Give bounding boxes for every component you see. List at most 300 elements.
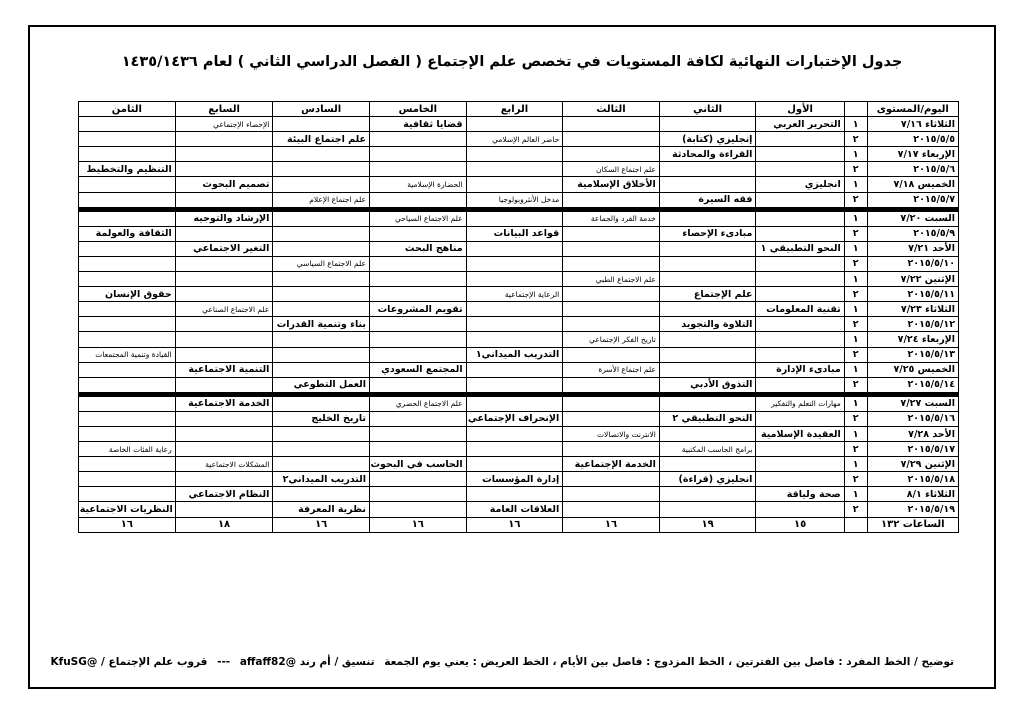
course-cell bbox=[563, 241, 660, 256]
course-cell bbox=[175, 272, 273, 287]
column-header: اليوم/المستوى bbox=[867, 102, 958, 117]
table-row bbox=[79, 332, 959, 347]
level-cell: ١ bbox=[844, 362, 867, 377]
table-row bbox=[79, 192, 959, 209]
course-cell bbox=[756, 442, 844, 457]
level-cell: ٢ bbox=[844, 377, 867, 394]
course-cell bbox=[79, 362, 176, 377]
column-header: الأول bbox=[756, 102, 844, 117]
course-cell bbox=[466, 394, 563, 411]
table-row bbox=[79, 426, 959, 441]
course-cell bbox=[563, 287, 660, 302]
course-cell bbox=[659, 177, 756, 192]
course-cell bbox=[273, 226, 370, 241]
totals-label: الساعات ١٣٢ bbox=[867, 517, 958, 532]
course-cell bbox=[659, 256, 756, 271]
course-cell: علم الإجتماع bbox=[659, 287, 756, 302]
level-cell: ٢ bbox=[844, 287, 867, 302]
course-cell bbox=[563, 394, 660, 411]
course-cell bbox=[273, 394, 370, 411]
course-cell bbox=[659, 272, 756, 287]
course-cell: الأخلاق الإسلامية bbox=[563, 177, 660, 192]
totals-value: ١٦ bbox=[79, 517, 176, 532]
level-cell: ١ bbox=[844, 332, 867, 347]
course-cell: التدريب الميداني١ bbox=[466, 347, 563, 362]
course-cell bbox=[79, 117, 176, 132]
course-cell bbox=[659, 457, 756, 472]
course-cell: النظام الاجتماعي bbox=[175, 487, 273, 502]
course-cell bbox=[273, 162, 370, 177]
course-cell bbox=[756, 377, 844, 394]
course-cell bbox=[273, 272, 370, 287]
course-cell bbox=[563, 472, 660, 487]
table-row bbox=[79, 287, 959, 302]
table-row bbox=[79, 256, 959, 271]
course-cell bbox=[273, 117, 370, 132]
course-cell: خدمة الفرد والجماعة bbox=[563, 209, 660, 226]
course-cell bbox=[466, 272, 563, 287]
totals-empty bbox=[844, 517, 867, 532]
course-cell: التحرير العربي bbox=[756, 117, 844, 132]
course-cell bbox=[756, 347, 844, 362]
day-cell: الأحد ٧/٢٨ bbox=[867, 426, 958, 441]
course-cell bbox=[659, 426, 756, 441]
course-cell bbox=[563, 147, 660, 162]
course-cell bbox=[175, 192, 273, 209]
course-cell bbox=[756, 226, 844, 241]
level-cell: ١ bbox=[844, 177, 867, 192]
course-cell bbox=[273, 302, 370, 317]
day-cell: السبت ٧/٢٧ bbox=[867, 394, 958, 411]
course-cell bbox=[370, 226, 467, 241]
course-cell bbox=[370, 411, 467, 426]
course-cell bbox=[79, 332, 176, 347]
course-cell bbox=[175, 287, 273, 302]
course-cell: الانترنت والاتصالات bbox=[563, 426, 660, 441]
course-cell bbox=[756, 287, 844, 302]
course-cell bbox=[563, 411, 660, 426]
day-cell: الإربعاء ٧/٢٤ bbox=[867, 332, 958, 347]
course-cell bbox=[563, 317, 660, 332]
table-row bbox=[79, 117, 959, 132]
course-cell bbox=[756, 162, 844, 177]
level-cell: ٢ bbox=[844, 317, 867, 332]
course-cell bbox=[370, 272, 467, 287]
course-cell bbox=[175, 426, 273, 441]
course-cell bbox=[466, 177, 563, 192]
totals-value: ١٦ bbox=[370, 517, 467, 532]
course-cell bbox=[466, 442, 563, 457]
course-cell bbox=[370, 377, 467, 394]
course-cell: الإحصاء الإجتماعي bbox=[175, 117, 273, 132]
course-cell: الثقافة والعولمة bbox=[79, 226, 176, 241]
course-cell bbox=[175, 226, 273, 241]
course-cell bbox=[659, 347, 756, 362]
course-cell: علم الاجتماع السياحي bbox=[370, 209, 467, 226]
course-cell bbox=[466, 209, 563, 226]
course-cell: إدارة المؤسسات bbox=[466, 472, 563, 487]
table-row bbox=[79, 362, 959, 377]
day-cell: ٢٠١٥/٥/١٢ bbox=[867, 317, 958, 332]
separator-text: --- bbox=[217, 656, 231, 668]
day-cell: الثلاثاء ٨/١ bbox=[867, 487, 958, 502]
course-cell bbox=[273, 347, 370, 362]
course-cell bbox=[659, 117, 756, 132]
totals-value: ١٨ bbox=[175, 517, 273, 532]
column-header: الرابع bbox=[466, 102, 563, 117]
course-cell bbox=[79, 132, 176, 147]
course-cell: الإنحراف الإجتماعي bbox=[466, 411, 563, 426]
course-cell bbox=[79, 192, 176, 209]
totals-value: ١٩ bbox=[659, 517, 756, 532]
table-row bbox=[79, 487, 959, 502]
table-row bbox=[79, 502, 959, 517]
level-cell: ١ bbox=[844, 394, 867, 411]
course-cell bbox=[563, 502, 660, 517]
level-cell: ١ bbox=[844, 426, 867, 441]
day-cell: الخميس ٧/٢٥ bbox=[867, 362, 958, 377]
course-cell bbox=[466, 256, 563, 271]
course-cell: القيادة وتنمية المجتمعات bbox=[79, 347, 176, 362]
footer-note bbox=[45, 656, 955, 668]
course-cell bbox=[175, 442, 273, 457]
course-cell bbox=[466, 317, 563, 332]
day-cell: الخميس ٧/١٨ bbox=[867, 177, 958, 192]
course-cell: انجليزي (قراءة) bbox=[659, 472, 756, 487]
table-row bbox=[79, 317, 959, 332]
course-cell bbox=[273, 332, 370, 347]
level-cell: ٢ bbox=[844, 411, 867, 426]
level-cell: ٢ bbox=[844, 192, 867, 209]
course-cell: علم اجتماع البيئة bbox=[273, 132, 370, 147]
course-cell bbox=[756, 272, 844, 287]
course-cell bbox=[370, 332, 467, 347]
course-cell bbox=[79, 457, 176, 472]
course-cell bbox=[659, 209, 756, 226]
level-cell: ٢ bbox=[844, 442, 867, 457]
exam-schedule-table bbox=[78, 101, 959, 533]
course-cell bbox=[175, 377, 273, 394]
day-cell: ٢٠١٥/٥/١٧ bbox=[867, 442, 958, 457]
table-row bbox=[79, 377, 959, 394]
course-cell: نظرية المعرفة bbox=[273, 502, 370, 517]
course-cell bbox=[370, 502, 467, 517]
course-cell bbox=[370, 442, 467, 457]
course-cell: الحاسب في البحوث bbox=[370, 457, 467, 472]
day-cell: ٢٠١٥/٥/٦ bbox=[867, 162, 958, 177]
course-cell: علم اجتماع الإعلام bbox=[273, 192, 370, 209]
totals-value: ١٦ bbox=[466, 517, 563, 532]
totals-value: ١٦ bbox=[563, 517, 660, 532]
course-cell bbox=[175, 132, 273, 147]
course-cell bbox=[659, 162, 756, 177]
course-cell: تقنية المعلومات bbox=[756, 302, 844, 317]
table-row bbox=[79, 394, 959, 411]
course-cell bbox=[175, 472, 273, 487]
course-cell: التغير الاجتماعي bbox=[175, 241, 273, 256]
course-cell bbox=[370, 317, 467, 332]
day-cell: ٢٠١٥/٥/١٨ bbox=[867, 472, 958, 487]
course-cell bbox=[563, 377, 660, 394]
course-cell: علم اجتماع الأسرة bbox=[563, 362, 660, 377]
course-cell bbox=[79, 241, 176, 256]
course-cell bbox=[756, 192, 844, 209]
course-cell bbox=[563, 302, 660, 317]
day-cell: ٢٠١٥/٥/١٤ bbox=[867, 377, 958, 394]
course-cell bbox=[659, 302, 756, 317]
level-cell: ١ bbox=[844, 209, 867, 226]
course-cell bbox=[466, 147, 563, 162]
course-cell bbox=[756, 411, 844, 426]
table-row bbox=[79, 472, 959, 487]
course-cell bbox=[466, 457, 563, 472]
course-cell bbox=[370, 287, 467, 302]
course-cell: برامج الحاسب المكتبية bbox=[659, 442, 756, 457]
course-cell bbox=[466, 241, 563, 256]
course-cell: الرعاية الإجتماعية bbox=[466, 287, 563, 302]
course-cell bbox=[273, 487, 370, 502]
course-cell bbox=[79, 377, 176, 394]
course-cell: العقيدة الإسلامية bbox=[756, 426, 844, 441]
level-cell: ٢ bbox=[844, 256, 867, 271]
course-cell bbox=[756, 256, 844, 271]
course-cell: التدريب الميداني٢ bbox=[273, 472, 370, 487]
course-cell bbox=[175, 147, 273, 162]
course-cell: مدخل الأنثروبولوجيا bbox=[466, 192, 563, 209]
course-cell: قواعد البيانات bbox=[466, 226, 563, 241]
column-header: السادس bbox=[273, 102, 370, 117]
level-cell: ٢ bbox=[844, 226, 867, 241]
course-cell: التلاوة والتجويد bbox=[659, 317, 756, 332]
course-cell bbox=[175, 411, 273, 426]
course-cell bbox=[273, 177, 370, 192]
course-cell bbox=[659, 394, 756, 411]
day-cell: السبت ٧/٢٠ bbox=[867, 209, 958, 226]
course-cell: مهارات التعلم والتفكير bbox=[756, 394, 844, 411]
course-cell bbox=[659, 502, 756, 517]
level-cell: ١ bbox=[844, 117, 867, 132]
course-cell: النحو التطبيقي ٢ bbox=[659, 411, 756, 426]
course-cell bbox=[273, 209, 370, 226]
course-cell: حاضر العالم الإسلامي bbox=[466, 132, 563, 147]
course-cell: فقه السيرة bbox=[659, 192, 756, 209]
course-cell: النظريات الاجتماعية bbox=[79, 502, 176, 517]
course-cell bbox=[370, 347, 467, 362]
course-cell: الحضارة الإسلامية bbox=[370, 177, 467, 192]
course-cell bbox=[370, 256, 467, 271]
course-cell: إنجليزي (كتابة) bbox=[659, 132, 756, 147]
course-cell bbox=[756, 132, 844, 147]
day-cell: الثلاثاء ٧/١٦ bbox=[867, 117, 958, 132]
course-cell: النحو التطبيقي ١ bbox=[756, 241, 844, 256]
course-cell: علم الاجتماع الطبي bbox=[563, 272, 660, 287]
course-cell bbox=[370, 426, 467, 441]
course-cell bbox=[756, 317, 844, 332]
course-cell bbox=[175, 256, 273, 271]
table-row bbox=[79, 442, 959, 457]
level-cell: ١ bbox=[844, 487, 867, 502]
course-cell: التنظيم والتخطيط bbox=[79, 162, 176, 177]
level-cell: ٢ bbox=[844, 347, 867, 362]
level-cell: ١ bbox=[844, 302, 867, 317]
course-cell: حقوق الإنسان bbox=[79, 287, 176, 302]
course-cell: تقويم المشروعات bbox=[370, 302, 467, 317]
course-cell: المشكلات الاجتماعية bbox=[175, 457, 273, 472]
course-cell: العمل التطوعي bbox=[273, 377, 370, 394]
course-cell: مبادىء الإدارة bbox=[756, 362, 844, 377]
course-cell bbox=[175, 347, 273, 362]
course-cell bbox=[563, 442, 660, 457]
day-cell: ٢٠١٥/٥/١٩ bbox=[867, 502, 958, 517]
course-cell bbox=[79, 411, 176, 426]
course-cell bbox=[563, 192, 660, 209]
course-cell bbox=[273, 442, 370, 457]
level-cell: ٢ bbox=[844, 472, 867, 487]
course-cell: قضايا ثقافية bbox=[370, 117, 467, 132]
course-cell bbox=[659, 332, 756, 347]
course-cell: تاريخ الفكر الإجتماعي bbox=[563, 332, 660, 347]
course-cell: تاريخ الخليج bbox=[273, 411, 370, 426]
column-header: الخامس bbox=[370, 102, 467, 117]
course-cell bbox=[370, 132, 467, 147]
day-cell: الأحد ٧/٢١ bbox=[867, 241, 958, 256]
course-cell bbox=[79, 272, 176, 287]
day-cell: ٢٠١٥/٥/١٠ bbox=[867, 256, 958, 271]
course-cell bbox=[563, 226, 660, 241]
course-cell bbox=[273, 147, 370, 162]
table-row bbox=[79, 302, 959, 317]
column-header bbox=[844, 102, 867, 117]
course-cell bbox=[563, 256, 660, 271]
course-cell: العلاقات العامة bbox=[466, 502, 563, 517]
coordination-text: تنسيق / أم رند @affaff82 bbox=[239, 656, 375, 668]
course-cell bbox=[273, 362, 370, 377]
course-cell: انجليزي bbox=[756, 177, 844, 192]
course-cell bbox=[79, 302, 176, 317]
course-cell bbox=[79, 394, 176, 411]
table-row bbox=[79, 457, 959, 472]
course-cell bbox=[466, 377, 563, 394]
level-cell: ٢ bbox=[844, 132, 867, 147]
day-cell: ٢٠١٥/٥/٧ bbox=[867, 192, 958, 209]
course-cell bbox=[756, 147, 844, 162]
course-cell bbox=[659, 487, 756, 502]
course-cell bbox=[273, 241, 370, 256]
course-cell bbox=[466, 117, 563, 132]
course-cell: علم الاجتماع الحضري bbox=[370, 394, 467, 411]
course-cell bbox=[273, 287, 370, 302]
level-cell: ٢ bbox=[844, 162, 867, 177]
course-cell: صحة ولياقة bbox=[756, 487, 844, 502]
column-header: السابع bbox=[175, 102, 273, 117]
table-row bbox=[79, 147, 959, 162]
course-cell: علم اجتماع السكان bbox=[563, 162, 660, 177]
course-cell bbox=[756, 332, 844, 347]
level-cell: ١ bbox=[844, 457, 867, 472]
level-cell: ١ bbox=[844, 272, 867, 287]
course-cell bbox=[273, 426, 370, 441]
course-cell bbox=[273, 457, 370, 472]
day-cell: ٢٠١٥/٥/٥ bbox=[867, 132, 958, 147]
totals-row bbox=[79, 517, 959, 532]
course-cell bbox=[563, 117, 660, 132]
table-row bbox=[79, 132, 959, 147]
day-cell: الإثنين ٧/٢٢ bbox=[867, 272, 958, 287]
totals-value: ١٥ bbox=[756, 517, 844, 532]
table-row bbox=[79, 162, 959, 177]
level-cell: ١ bbox=[844, 147, 867, 162]
course-cell bbox=[79, 147, 176, 162]
course-cell: علم الاجتماع الصناعي bbox=[175, 302, 273, 317]
course-cell bbox=[370, 487, 467, 502]
table-row bbox=[79, 272, 959, 287]
column-header: الثاني bbox=[659, 102, 756, 117]
course-cell bbox=[79, 426, 176, 441]
course-cell bbox=[175, 502, 273, 517]
course-cell: الخدمة الاجتماعية bbox=[175, 394, 273, 411]
table-row bbox=[79, 241, 959, 256]
course-cell: المجتمع السعودي bbox=[370, 362, 467, 377]
course-cell bbox=[79, 209, 176, 226]
course-cell bbox=[370, 147, 467, 162]
legend-text: توضيح / الخط المفرد : فاصل بين الفترتين ، الخط المزدوج : فاصل بين الأيام ، الخط العريض : يعني يوم الجمعة bbox=[384, 656, 954, 668]
day-cell: الثلاثاء ٧/٢٣ bbox=[867, 302, 958, 317]
course-cell bbox=[79, 472, 176, 487]
course-cell bbox=[466, 162, 563, 177]
course-cell: مناهج البحث bbox=[370, 241, 467, 256]
course-cell bbox=[79, 487, 176, 502]
course-cell bbox=[370, 472, 467, 487]
course-cell bbox=[756, 472, 844, 487]
level-cell: ١ bbox=[844, 241, 867, 256]
page-title: جدول الإختبارات النهائية لكافة المستويات في تخصص علم الإجتماع ( الفصل الدراسي الثاني ) لعام ١٤٣٥/١٤٣٦ bbox=[121, 54, 903, 70]
day-cell: الإربعاء ٧/١٧ bbox=[867, 147, 958, 162]
course-cell: التذوق الأدبي bbox=[659, 377, 756, 394]
table-row bbox=[79, 177, 959, 192]
course-cell: مبادىء الإحصاء bbox=[659, 226, 756, 241]
course-cell bbox=[175, 317, 273, 332]
course-cell bbox=[466, 302, 563, 317]
course-cell bbox=[370, 192, 467, 209]
day-cell: ٢٠١٥/٥/١١ bbox=[867, 287, 958, 302]
header-row bbox=[79, 102, 959, 117]
course-cell: علم الاجتماع السياسي bbox=[273, 256, 370, 271]
course-cell: الخدمة الإجتماعية bbox=[563, 457, 660, 472]
course-cell: القراءة والمحادثة bbox=[659, 147, 756, 162]
course-cell: الإرشاد والتوجيه bbox=[175, 209, 273, 226]
course-cell bbox=[756, 457, 844, 472]
day-cell: ٢٠١٥/٥/١٣ bbox=[867, 347, 958, 362]
course-cell bbox=[466, 362, 563, 377]
table-row bbox=[79, 411, 959, 426]
course-cell: رعاية الفئات الخاصة bbox=[79, 442, 176, 457]
column-header: الثامن bbox=[79, 102, 176, 117]
course-cell bbox=[563, 347, 660, 362]
course-cell bbox=[79, 317, 176, 332]
group-text: قروب علم الإجتماع / @KfuSG bbox=[50, 656, 208, 668]
day-cell: الإثنين ٧/٢٩ bbox=[867, 457, 958, 472]
course-cell bbox=[79, 177, 176, 192]
course-cell bbox=[756, 209, 844, 226]
course-cell bbox=[659, 362, 756, 377]
course-cell bbox=[466, 487, 563, 502]
course-cell: بناء وتنمية القدرات bbox=[273, 317, 370, 332]
course-cell bbox=[563, 487, 660, 502]
table-row bbox=[79, 347, 959, 362]
course-cell bbox=[370, 162, 467, 177]
level-cell: ٢ bbox=[844, 502, 867, 517]
course-cell bbox=[466, 332, 563, 347]
